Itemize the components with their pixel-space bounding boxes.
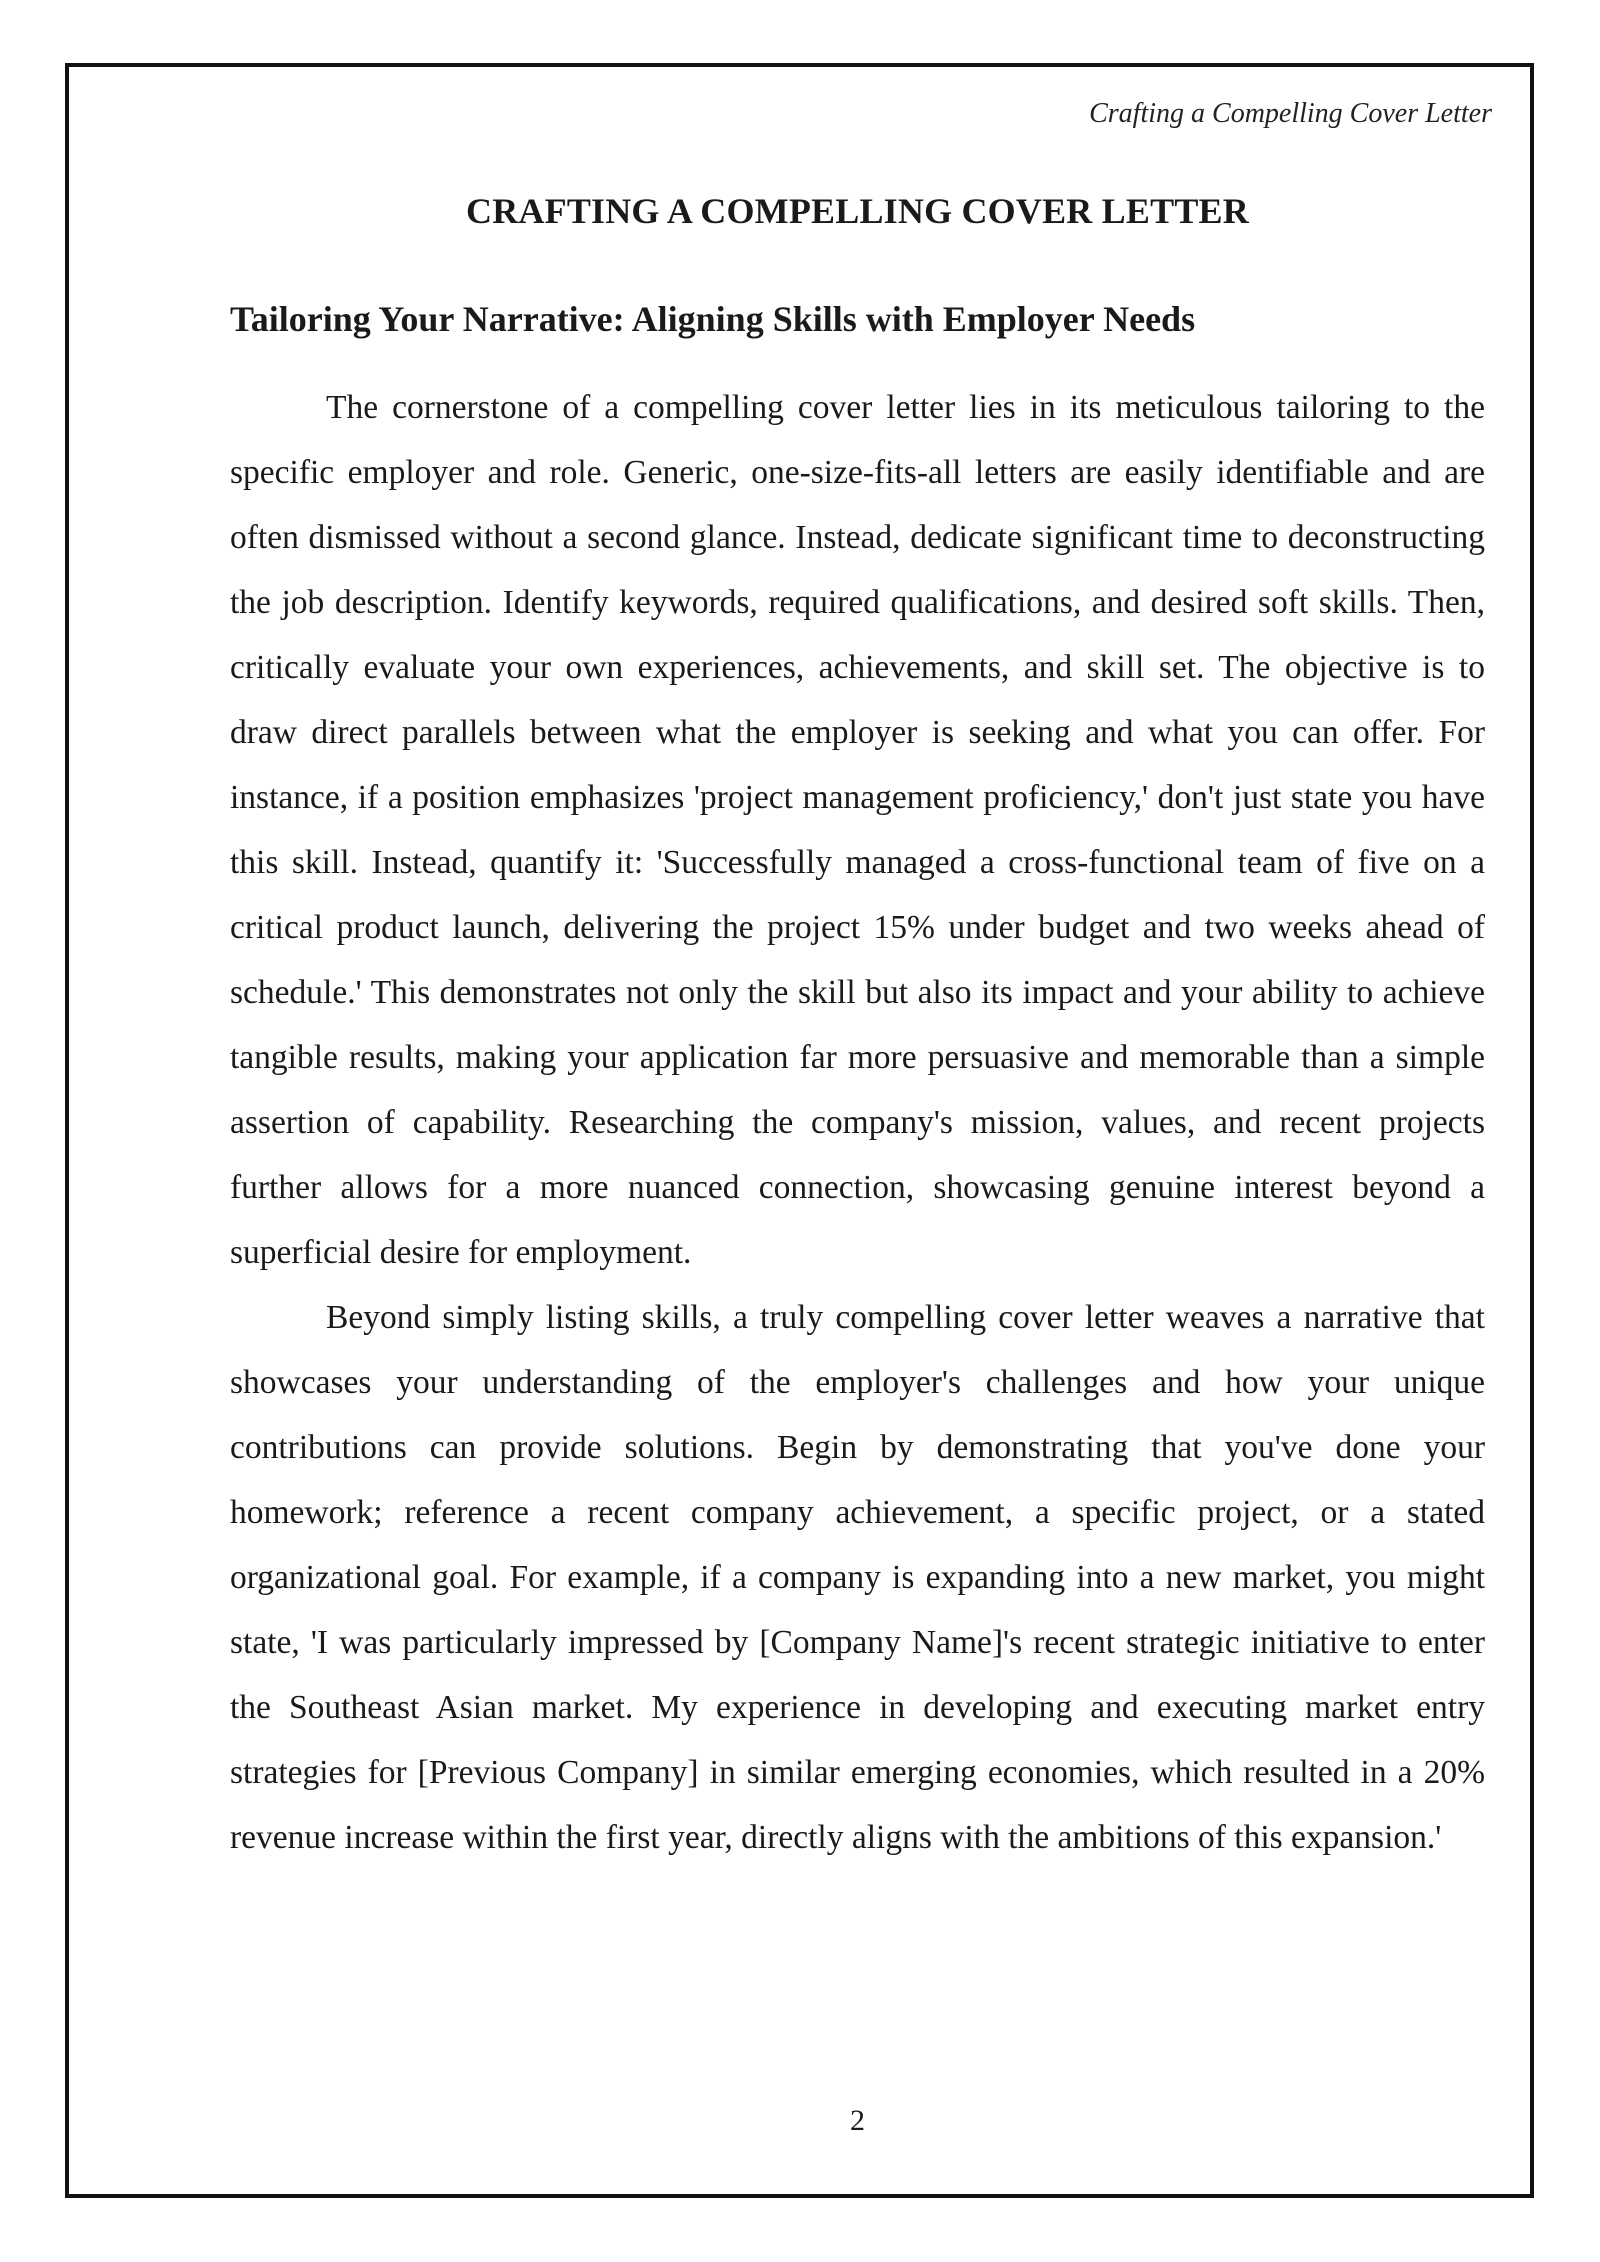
section-heading: Tailoring Your Narrative: Aligning Skills with Employer Needs — [230, 299, 1196, 339]
body-paragraph: Beyond simply listing skills, a truly compelling cover letter weaves a narrative that showcases your understanding of the employer's challenges and how your unique contributions can provide solutions. Begin by demonstrating that you've done your homework; reference a recent company achievement, a specific project, or a stated organizational goal. For example, if a company is expanding into a new market, you might state, 'I was particularly impressed by [Company Name]'s recent strategic initiative to enter the Southeast Asian market. My experience in developing and executing market entry strategies for [Previous Company] in similar emerging economies, which resulted in a 20% revenue increase within the first year, directly aligns with the ambitions of this expansion.' — [230, 1299, 1485, 1856]
page-number: 2 — [850, 2104, 865, 2137]
body-text — [230, 375, 1485, 1870]
running-header: Crafting a Compelling Cover Letter — [1089, 98, 1492, 129]
document-title: CRAFTING A COMPELLING COVER LETTER — [466, 191, 1249, 231]
body-paragraph: The cornerstone of a compelling cover letter lies in its meticulous tailoring to the specific employer and role. Generic, one-size-fits-all letters are easily identifiable and are often dismissed without a second glance. Instead, dedicate significant time to deconstructing the job description. Identify keywords, required qualifications, and desired soft skills. Then, critically evaluate your own experiences, achievements, and skill set. The objective is to draw direct parallels between what the employer is seeking and what you can offer. For instance, if a position emphasizes 'project management proficiency,' don't just state you have this skill. Instead, quantify it: 'Successfully managed a cross-functional team of five on a critical product launch, delivering the project 15% under budget and two weeks ahead of schedule.' This demonstrates not only the skill but also its impact and your ability to achieve tangible results, making your application far more persuasive and memorable than a simple assertion of capability. Researching the company's mission, values, and recent projects further allows for a more nuanced connection, showcasing genuine interest beyond a superficial desire for employment. — [230, 389, 1485, 1271]
